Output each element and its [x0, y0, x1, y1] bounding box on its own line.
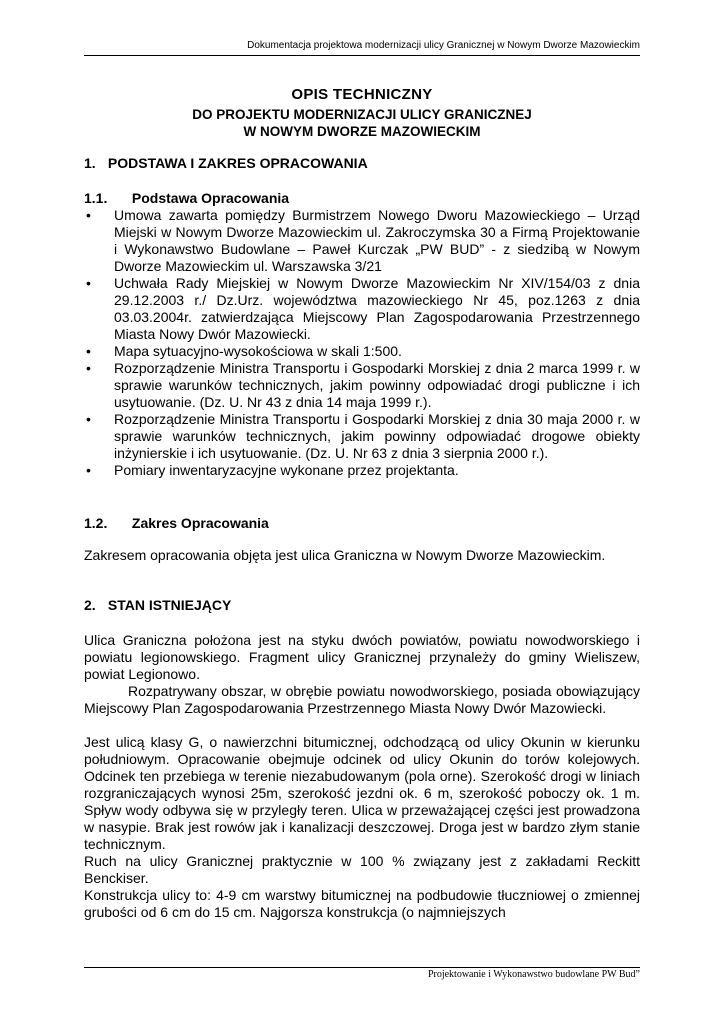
- basis-list-container: [84, 207, 640, 479]
- list-item: [84, 462, 640, 479]
- paragraph: Ulica Graniczna położona jest na styku dwóch powiatów, powiatu nowodworskiego i powiatu legionowskiego. Fragment ulicy Granicznej przynależy do gminy Wieliszew, powiat Legionowo.: [84, 632, 640, 682]
- bullet-icon: •: [86, 360, 91, 376]
- scope-text: Zakresem opracowania objęta jest ulica Graniczna w Nowym Dworze Mazowieckim.: [84, 547, 606, 563]
- list-item-text: Uchwała Rady Miejskiej w Nowym Dworze Mazowieckim Nr XIV/154/03 z dnia 29.12.2003 r./ Dz.Urz. województwa mazowieckiego Nr 45, poz.1263 z dnia 03.03.2004r. zatwierdzająca Miejscowy Plan Zagospodarowania Przestrzennego Miasta Nowy Dwór Mazowiecki.: [114, 275, 640, 342]
- bullet-icon: •: [86, 343, 91, 359]
- subsection-1-1-heading: [84, 190, 640, 207]
- subsection-1-2-heading: [84, 515, 640, 532]
- bullet-icon: •: [86, 462, 91, 478]
- subsection-number: 1.1.: [84, 190, 108, 206]
- list-item: [84, 275, 640, 343]
- list-item-text: Pomiary inwentaryzacyjne wykonane przez projektanta.: [114, 462, 459, 478]
- document-title: [84, 86, 640, 140]
- list-item-text: Rozporządzenie Ministra Transportu i Gospodarki Morskiej z dnia 2 marca 1999 r. w sprawie warunków technicznych, jakim powinny odpowiadać drogi publiczne i ich usytuowanie. (Dz. U. Nr 43 z dnia 14 maja 1999 r.).: [114, 360, 640, 410]
- list-item-text: Umowa zawarta pomiędzy Burmistrzem Nowego Dworu Mazowieckiego – Urząd Miejski w Nowym Dworze Mazowieckim ul. Zakroczymska 30 a Firmą Projektowanie i Wykonawstwo Budowlane – Paweł Kurczak „PW BUD” - z siedzibą w Nowym Dworze Mazowieckim ul. Warszawska 3/21: [114, 207, 640, 274]
- section-number: 1.: [84, 155, 96, 171]
- paragraph: Jest ulicą klasy G, o nawierzchni bitumicznej, odchodzącą od ulicy Okunin w kierunku południowym. Opracowanie obejmuje odcinek od ulicy Okunin do torów kolejowych. Odcinek ten przebiega w terenie niezabudowanym (pola orne). Szerokość drogi w liniach rozgraniczających wynosi 25m, szerokość jezdni ok. 6 m, szerokość poboczy ok. 1 m. Spływ wody odbywa się w przyległy teren. Ulica w przeważającej części jest prowadzona w nasypie. Brak jest rowów jak i kanalizacji deszczowej. Droga jest w bardzo złym stanie technicznym.: [84, 734, 640, 852]
- list-item: [84, 411, 640, 462]
- list-item: [84, 207, 640, 275]
- page-footer: Projektowanie i Wykonawstwo budowlane PW Bud”: [427, 969, 640, 980]
- bullet-icon: •: [86, 275, 91, 291]
- title-line-3: W NOWYM DWORZE MAZOWIECKIM: [243, 124, 481, 139]
- header-divider: [84, 55, 640, 56]
- paragraph: Ruch na ulicy Granicznej praktycznie w 100 % związany jest z zakładami Reckitt Benckiser.: [84, 853, 640, 886]
- paragraph: Konstrukcja ulicy to: 4-9 cm warstwy bitumicznej na podbudowie tłuczniowej o zmiennej grubości od 6 cm do 15 cm. Najgorsza konstrukcja (o najmniejszych: [84, 887, 640, 920]
- list-item: [84, 343, 640, 360]
- page-header: Dokumentacja projektowa modernizacji ulicy Granicznej w Nowym Dworze Mazowieckim: [247, 40, 640, 51]
- list-item: [84, 360, 640, 411]
- basis-list: [84, 207, 640, 479]
- title-main: OPIS TECHNICZNY: [291, 86, 433, 103]
- paragraph: Rozpatrywany obszar, w obrębie powiatu nowodworskiego, posiada obowiązujący Miejscowy Plan Zagospodarowania Przestrzennego Miasta Nowy Dwór Mazowiecki.: [84, 683, 640, 716]
- list-item-text: Mapa sytuacyjno-wysokościowa w skali 1:500.: [114, 343, 402, 359]
- subsection-title: Podstawa Opracowania: [131, 190, 290, 206]
- list-item-text: Rozporządzenie Ministra Transportu i Gospodarki Morskiej z dnia 30 maja 2000 r. w sprawie warunków technicznych, jakim powinny odpowiadać drogowe obiekty inżynierskie i ich usytuowanie. (Dz. U. Nr 63 z dnia 3 sierpnia 2000 r.).: [114, 411, 640, 461]
- bullet-icon: •: [86, 207, 91, 223]
- section-2-heading: [84, 597, 640, 614]
- scope-paragraph: [84, 547, 640, 564]
- section-title: PODSTAWA I ZAKRES OPRACOWANIA: [107, 155, 368, 171]
- section-title: STAN ISTNIEJĄCY: [107, 597, 232, 613]
- subsection-number: 1.2.: [84, 515, 108, 531]
- footer-divider: [84, 967, 640, 968]
- title-line-2: DO PROJEKTU MODERNIZACJI ULICY GRANICZNEJ: [192, 107, 532, 122]
- bullet-icon: •: [86, 411, 91, 427]
- subsection-title: Zakres Opracowania: [131, 515, 269, 531]
- section-1-heading: [84, 155, 640, 172]
- section-number: 2.: [84, 597, 96, 613]
- section-2-body: [84, 632, 640, 921]
